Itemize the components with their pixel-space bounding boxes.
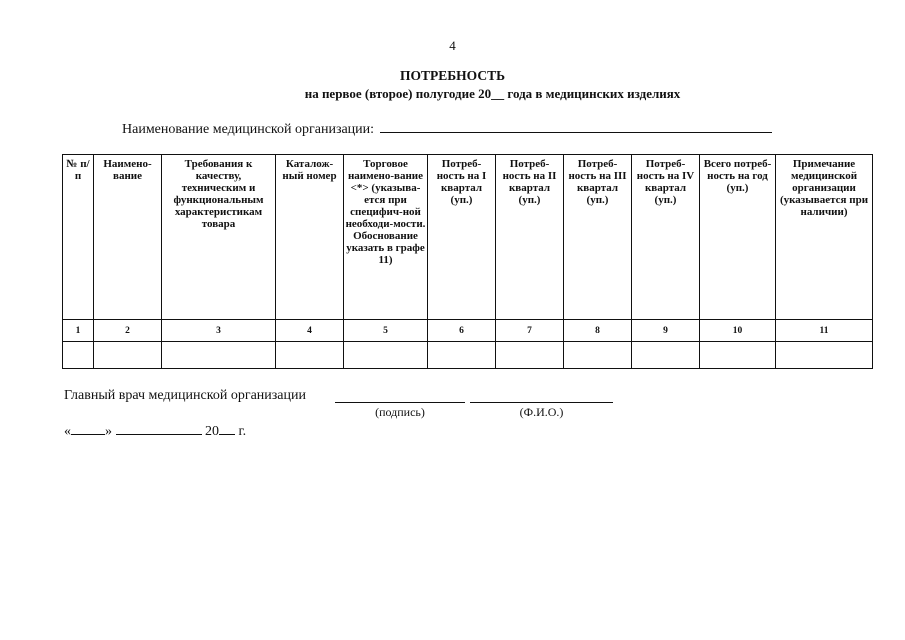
- empty-cell: [94, 342, 162, 369]
- empty-cell: [564, 342, 632, 369]
- requirements-table: [62, 154, 873, 369]
- document-subtitle: на первое (второе) полугодие 20__ года в медицинских изделиях: [304, 86, 681, 101]
- header-cell: Требования к качеству, техническим и функциональным характеристикам товара: [162, 155, 276, 320]
- column-number: 11: [776, 320, 873, 342]
- column-number: 2: [94, 320, 162, 342]
- organization-line: [122, 118, 772, 138]
- header-cell: № п/п: [63, 155, 94, 320]
- empty-cell: [632, 342, 700, 369]
- column-number: 1: [63, 320, 94, 342]
- empty-cell: [700, 342, 776, 369]
- header-row: [63, 155, 873, 320]
- year-prefix: 20: [205, 424, 219, 439]
- signature-caption: (подпись): [375, 405, 425, 419]
- column-number-row: [63, 320, 873, 342]
- column-number: 4: [276, 320, 344, 342]
- column-number: 6: [428, 320, 496, 342]
- column-number: 8: [564, 320, 632, 342]
- header-cell: Наимено-вание: [94, 155, 162, 320]
- document-title: ПОТРЕБНОСТЬ: [399, 68, 506, 83]
- header-cell: Потреб-ность на IV квартал (уп.): [632, 155, 700, 320]
- year-blank: [219, 421, 235, 435]
- month-blank: [116, 421, 202, 435]
- signature-blank: [335, 402, 465, 403]
- empty-cell: [63, 342, 94, 369]
- full-name-blank: [470, 402, 613, 403]
- column-number: 10: [700, 320, 776, 342]
- empty-cell: [428, 342, 496, 369]
- column-number: 3: [162, 320, 276, 342]
- empty-data-row: [63, 342, 873, 369]
- header-cell: Торговое наимено-вание <*> (указыва-ется при специфич-ной необходи-мости. Обоснование указать в графе 11): [344, 155, 428, 320]
- date-line: [64, 421, 246, 440]
- header-cell: Потреб-ность на I квартал (уп.): [428, 155, 496, 320]
- organization-name-blank: [380, 118, 772, 133]
- day-blank: [71, 421, 105, 435]
- date-close-quote: »: [105, 424, 112, 439]
- header-cell: Потреб-ность на II квартал (уп.): [496, 155, 564, 320]
- empty-cell: [496, 342, 564, 369]
- header-cell: Примечание медицинской организации (указывается при наличии): [776, 155, 873, 320]
- empty-cell: [344, 342, 428, 369]
- chief-doctor-label: Главный врач медицинской организации: [64, 388, 306, 403]
- empty-cell: [276, 342, 344, 369]
- header-cell: Всего потреб-ность на год (уп.): [700, 155, 776, 320]
- header-cell: Каталож-ный номер: [276, 155, 344, 320]
- page-number: 4: [449, 38, 456, 53]
- column-number: 7: [496, 320, 564, 342]
- empty-cell: [776, 342, 873, 369]
- date-open-quote: «: [64, 424, 71, 439]
- year-suffix: г.: [238, 424, 247, 439]
- full-name-caption: (Ф.И.О.): [519, 405, 564, 419]
- organization-label: Наименование медицинской организации:: [122, 122, 375, 137]
- column-number: 9: [632, 320, 700, 342]
- column-number: 5: [344, 320, 428, 342]
- empty-cell: [162, 342, 276, 369]
- header-cell: Потреб-ность на III квартал (уп.): [564, 155, 632, 320]
